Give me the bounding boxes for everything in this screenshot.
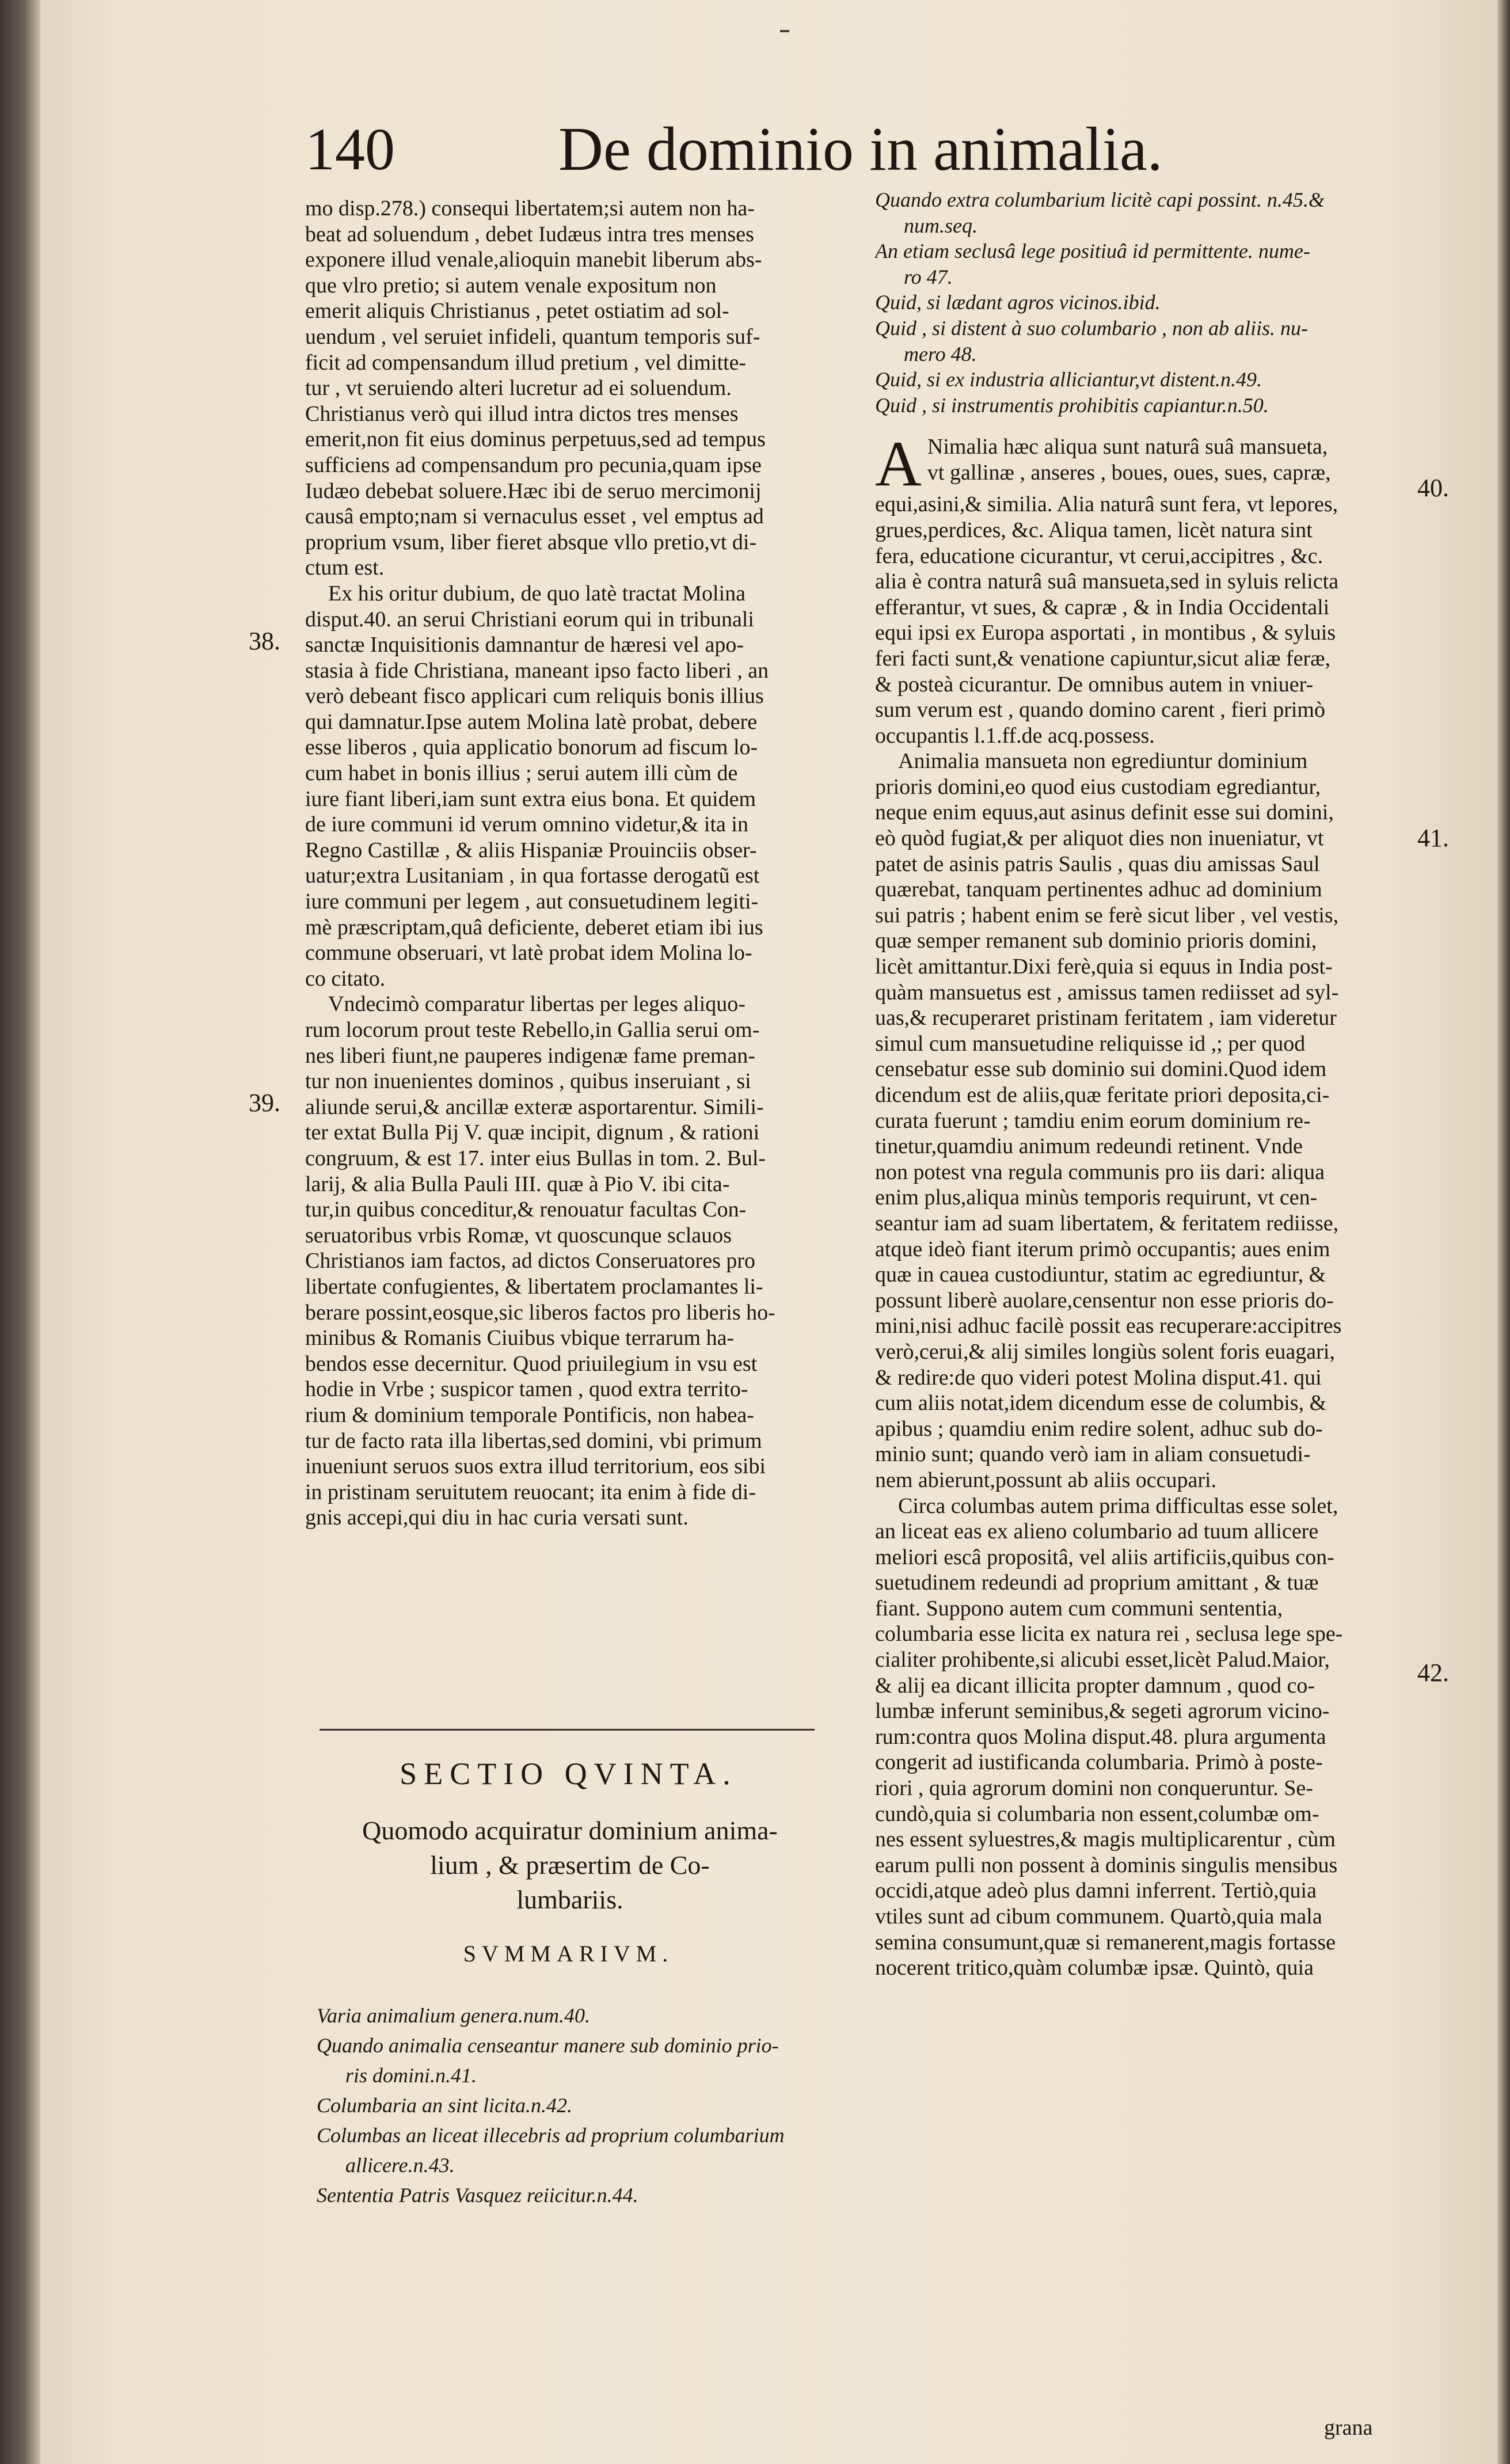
text-line: emerit,non fit eius dominus perpetuus,sed ad tempus (305, 427, 766, 452)
text-line: curata fuerunt ; tamdiu enim eorum dominium re- (875, 1108, 1311, 1133)
text-line: disput.40. an serui Christiani eorum qui in tribunali (305, 607, 754, 632)
summary-item: Quid, si ex industria alliciantur,vt distent.n.49. (875, 368, 1262, 391)
text-line: Iudæo debebat soluere.Hæc ibi de seruo mercimonij (305, 478, 762, 503)
margin-number-38: 38. (249, 627, 280, 655)
text-line: verò,cerui,& alij similes longiùs solent foris euagari, (875, 1339, 1335, 1364)
text-line: dicendum est de aliis,quæ feritate priori deposita,ci- (875, 1083, 1330, 1107)
text-line: congerit ad iustificanda columbaria. Primò à poste- (875, 1750, 1323, 1775)
section-subtitle (322, 1813, 817, 1917)
text-line: exponere illud venale,alioquin manebit liberum abs- (305, 248, 762, 272)
text-line: tur , vt seruiendo alteri lucretur ad ei soluendum. (305, 376, 732, 401)
text-line: gnis accepi,qui diu in hac curia versati sunt. (305, 1505, 689, 1530)
left-column (305, 196, 832, 1531)
drop-capital: A (875, 428, 922, 500)
text-line: bendos esse decernitur. Quod priuilegium in vsu est (305, 1351, 758, 1376)
text-line: sui patris ; habent enim se ferè sicut liber , vel vestis, (875, 903, 1339, 927)
text-line: uas,& recuperaret pristinam feritatem , iam videretur (875, 1006, 1337, 1031)
summary-item: Quando animalia censeantur manere sub dominio prio- (317, 2034, 779, 2057)
text-line: & alij ea dicant illicita propter damnum , quod co- (875, 1673, 1315, 1698)
text-line: nes essent syluestres,& magis multiplicarentur , cùm (875, 1827, 1336, 1852)
text-line: nocerent tritico,quàm columbæ ipsæ. Quintò, quia (875, 1956, 1314, 1980)
text-line: an liceat eas ex alieno columbario ad tuum allicere (875, 1519, 1319, 1544)
text-line: hodie in Vrbe ; suspicor tamen , quod extra territo- (305, 1377, 748, 1402)
text-line: rum:contra quos Molina disput.48. plura argumenta (875, 1724, 1326, 1749)
text-line: Vndecimò comparatur libertas per leges aliquo- (328, 992, 746, 1017)
text-line: congruum, & est 17. inter eius Bullas in tom. 2. Bul- (305, 1146, 766, 1170)
text-line: larij, & alia Bulla Pauli III. quæ à Pio V. ibi cita- (305, 1172, 730, 1196)
summary-item: ro 47. (904, 265, 953, 288)
text-line: meliori escâ propositâ, vel aliis artificiis,quibus con- (875, 1545, 1334, 1569)
text-line: rum locorum prout teste Rebello,in Gallia serui om- (305, 1018, 760, 1042)
text-line: aliunde serui,& ancillæ exteræ asportarentur. Simili- (305, 1094, 764, 1119)
catchword: grana (1324, 2416, 1373, 2440)
right-column (875, 187, 1408, 1981)
margin-number-42: 42. (1417, 1659, 1449, 1687)
text-line: tur non inuenientes dominos , quibus inseruiant , si (305, 1069, 751, 1094)
summary-item: Columbas an liceat illecebris ad proprium columbarium (317, 2124, 785, 2147)
text-line: que vlro pretio; si autem venale expositum non (305, 273, 717, 298)
summary-heading: SVMMARIVM. (463, 1941, 674, 1967)
text-line: occidi,atque adeò plus damni inferrent. Tertiò,quia (875, 1879, 1317, 1903)
subtitle-line: lumbariis. (516, 1885, 623, 1914)
text-line: tinetur,quamdiu animum redeundi retinent. Vnde (875, 1134, 1303, 1159)
text-line: esse liberos , quia applicatio bonorum ad fiscum lo- (305, 735, 758, 760)
paragraph-41 (875, 748, 1408, 1493)
text-line: licèt amittantur.Dixi ferè,quia si equus in India post- (875, 955, 1333, 979)
text-line: cundò,quia si columbaria non essent,columbæ om- (875, 1801, 1319, 1826)
paragraph-42 (875, 1493, 1408, 1981)
text-line: occupantis l.1.ff.de acq.possess. (875, 723, 1155, 748)
text-line: lumbæ inferunt seminibus,& segeti agrorum vicino- (875, 1699, 1330, 1724)
margin-number-40: 40. (1417, 474, 1449, 502)
text-line: & posteà cicurantur. De omnibus autem in vniuer- (875, 672, 1314, 697)
text-line: censebatur esse sub dominio sui domini.Quod idem (875, 1057, 1327, 1082)
text-line: nes liberi fiunt,ne pauperes indigenæ fame preman- (305, 1043, 755, 1068)
section-rule (320, 1729, 815, 1731)
text-line: simul cum mansuetudine reliquisse id ,; per quod (875, 1031, 1306, 1056)
text-line: mini,nisi adhuc facilè possit eas recuperare:accipitres (875, 1314, 1342, 1339)
text-line: uendum , vel seruiet infideli, quantum temporis suf- (305, 324, 760, 349)
text-line: ter extat Bulla Pij V. quæ incipit, dignum , & rationi (305, 1120, 760, 1145)
paragraph-40 (875, 428, 1408, 748)
text-line: feri facti sunt,& venatione capiuntur,sicut aliæ feræ, (875, 646, 1330, 671)
text-line: ficit ad compensandum illud pretium , vel dimitte- (305, 350, 747, 375)
text-line: uatur;extra Lusitaniam , in qua fortasse derogatũ est (305, 864, 760, 888)
text-line: earum pulli non possent à dominis singulis mensibus (875, 1853, 1338, 1877)
text-line: mo disp.278.) consequi libertatem;si autem non ha- (305, 196, 755, 220)
text-line: iure communi per legem , aut consuetudinem legiti- (305, 889, 759, 914)
text-line: proprium vsum, liber fieret absque vllo pretio,vt di- (305, 530, 757, 554)
summary-list (317, 2001, 835, 2210)
text-line: possunt liberè auolare,censentur non esse prioris do- (875, 1288, 1334, 1313)
text-line: sum verum est , quando domino carent , fieri primò (875, 698, 1325, 723)
text-line: alia è contra naturâ suâ mansueta,sed in syluis relicta (875, 569, 1339, 594)
summary-item: mero 48. (904, 342, 977, 366)
text-line: stasia à fide Christiana, maneant ipso facto liberi , an (305, 658, 769, 683)
text-line: qui damnatur.Ipse autem Molina latè probat, debere (305, 709, 758, 734)
text-line: verò debeant fisco applicari cum reliquis bonis illius (305, 684, 764, 709)
text-line: riori , quia agrorum domini non conqueruntur. Se- (875, 1776, 1313, 1801)
text-line: inueniunt seruos suos extra illud territorium, eos sibi (305, 1454, 766, 1479)
text-line: grues,perdices, &c. Aliqua tamen, licèt natura sint (875, 518, 1313, 542)
text-line: neque enim equus,aut asinus definit esse sui domini, (875, 800, 1334, 825)
text-line: prioris domini,eo quod eius custodiam egrediantur, (875, 774, 1321, 799)
text-line: columbaria esse licita ex natura rei , seclusa lege spe- (875, 1622, 1343, 1647)
text-line: fera, educatione cicurantur, vt cerui,accipitres , &c. (875, 543, 1323, 568)
text-line: enim plus,aliqua minùs temporis requirunt, vt cen- (875, 1185, 1318, 1210)
text-line: Christianus verò qui illud intra dictos tres menses (305, 401, 739, 426)
left-paragraph-continued (305, 196, 832, 581)
summary-item: Varia animalium genera.num.40. (317, 2004, 590, 2027)
text-line: vt gallinæ , anseres , boues, oues, sues, capræ, (927, 460, 1331, 485)
summary-item: ris domini.n.41. (345, 2064, 477, 2087)
summary-item: Sententia Patris Vasquez reiicitur.n.44. (317, 2184, 638, 2207)
summary-item: Quid , si distent à suo columbario , non ab aliis. nu- (875, 316, 1309, 340)
text-line: efferantur, vt sues, & capræ , & in India Occidentali (875, 595, 1330, 619)
text-line: quæ in cauea custodiuntur, statim ac egrediuntur, & (875, 1263, 1326, 1287)
text-line: cum habet in bonis illius ; serui autem illi cùm de (305, 761, 738, 786)
text-line: beat ad soluendum , debet Iudæus intra tres menses (305, 222, 754, 246)
text-line: apibus ; quamdiu enim redire solent, adhuc sub do- (875, 1416, 1323, 1441)
text-line: commune obseruari, vt latè probat idem Molina lo- (305, 941, 752, 965)
text-line: seruatoribus vrbis Romæ, vt quoscunque sclauos (305, 1223, 732, 1248)
text-line: minio sunt; quando verò iam in aliam consuetudi- (875, 1442, 1311, 1467)
text-line: Circa columbas autem prima difficultas esse solet, (898, 1493, 1338, 1518)
text-line: non potest vna regula communis pro iis dari: aliqua (875, 1159, 1325, 1184)
text-line: mè præscriptam,quâ deficiente, deberet etiam ibi ius (305, 915, 763, 940)
text-line: equi ipsi ex Europa asportati , in montibus , & syluis (875, 621, 1336, 645)
text-line: quærebat, tanquam pertinentes adhuc ad dominium (875, 877, 1322, 902)
text-line: seantur iam ad suam libertatem, & feritatem rediisse, (875, 1211, 1339, 1235)
text-line: equi,asini,& similia. Alia naturâ sunt fera, vt lepores, (875, 492, 1338, 517)
text-line: causâ empto;nam si vernaculus esset , vel emptus ad (305, 504, 764, 529)
summary-item: allicere.n.43. (345, 2154, 455, 2177)
text-line: minibus & Romanis Ciuibus vbique terrarum ha- (305, 1326, 735, 1351)
text-line: tur,in quibus conceditur,& renouatur facultas Con- (305, 1197, 747, 1222)
summary-item: Columbaria an sint licita.n.42. (317, 2094, 573, 2117)
margin-number-41: 41. (1417, 824, 1449, 852)
subtitle-line: Quomodo acquiratur dominium anima- (362, 1816, 778, 1845)
text-line: sufficiens ad compensandum pro pecunia,quam ipse (305, 453, 762, 477)
text-line: vtiles sunt ad cibum communem. Quartò,quia mala (875, 1904, 1322, 1929)
paragraph-38 (305, 581, 832, 992)
text-line: Ex his oritur dubium, de quo latè tractat Molina (328, 581, 746, 606)
binding-gutter (0, 0, 40, 2464)
text-line: cum aliis notat,idem dicendum esse de columbis, & (875, 1391, 1327, 1416)
text-line: sanctæ Inquisitionis damnantur de hæresi vel apo- (305, 633, 744, 657)
text-line: libertate confugientes, & libertatem proclamantes li- (305, 1274, 763, 1299)
text-line: berare possint,eosque,sic liberos factos pro liberis ho- (305, 1300, 775, 1325)
summary-item: num.seq. (904, 214, 977, 237)
text-line: co citato. (305, 966, 386, 991)
subtitle-line: lium , & præsertim de Co- (430, 1850, 710, 1880)
summary-item: Quando extra columbarium licitè capi possint. n.45.& (875, 188, 1325, 211)
text-line: de iure communi id verum omnino videtur,& ita in (305, 812, 748, 837)
section-title: SECTIO QVINTA. (400, 1756, 737, 1791)
text-line: quæ semper remanent sub dominio prioris domini, (875, 929, 1317, 953)
text-line: in pristinam seruitutem reuocant; ita enim à fide di- (305, 1480, 756, 1504)
text-line: Nimalia hæc aliqua sunt naturâ suâ mansueta, (927, 435, 1328, 459)
summary-item: An etiam seclusâ lege positiuâ id permittente. nume- (875, 239, 1310, 263)
text-line: fiant. Suppono autem cum communi sententia, (875, 1596, 1283, 1621)
text-line: tur de facto rata illa libertas,sed domini, vbi primum (305, 1428, 762, 1453)
summary-item: Quid , si instrumentis prohibitis capiantur.n.50. (875, 393, 1269, 417)
summary-item: Quid, si lædant agros vicinos.ibid. (875, 291, 1161, 314)
page-number: 140 (305, 116, 395, 182)
printer-mark (780, 30, 789, 32)
text-line: cialiter prohibente,si alicubi esset,licèt Palud.Maior, (875, 1648, 1330, 1672)
text-line: nem abierunt,possunt ab aliis occupari. (875, 1467, 1217, 1492)
page-header (305, 109, 1169, 190)
text-line: emerit aliquis Christianus , petet ostiatim ad sol- (305, 299, 729, 324)
margin-number-39: 39. (249, 1089, 280, 1117)
text-line: rium & dominium temporale Pontificis, non habea- (305, 1402, 754, 1427)
text-line: atque ideò fiant iterum primò occupantis; aues enim (875, 1237, 1330, 1261)
running-title: De dominio in animalia. (558, 115, 1163, 184)
paragraph-39 (305, 991, 832, 1530)
text-line: suetudinem redeundi ad proprium amittant , & tuæ (875, 1571, 1319, 1595)
text-line: Christianos iam factos, ad dictos Conseruatores pro (305, 1249, 756, 1273)
text-line: semina consumunt,quæ si remanerent,magis fortasse (875, 1930, 1336, 1955)
text-line: ctum est. (305, 556, 385, 580)
page-edge (1497, 0, 1510, 2464)
summary-continued (875, 187, 1408, 418)
text-line: Regno Castillæ , & aliis Hispaniæ Prouinciis obser- (305, 838, 757, 862)
text-line: Animalia mansueta non egrediuntur dominium (898, 749, 1308, 774)
text-line: iure fiant liberi,iam sunt extra eius bona. Et quidem (305, 786, 756, 811)
text-line: eò quòd fugiat,& per aliquot dies non inueniatur, vt (875, 826, 1324, 851)
text-line: quàm mansuetus est , amissus tamen rediisset ad syl- (875, 980, 1339, 1005)
text-line: patet de asinis patris Saulis , quas diu amissas Saul (875, 851, 1320, 876)
text-line: & redire:de quo videri potest Molina disput.41. qui (875, 1365, 1322, 1390)
